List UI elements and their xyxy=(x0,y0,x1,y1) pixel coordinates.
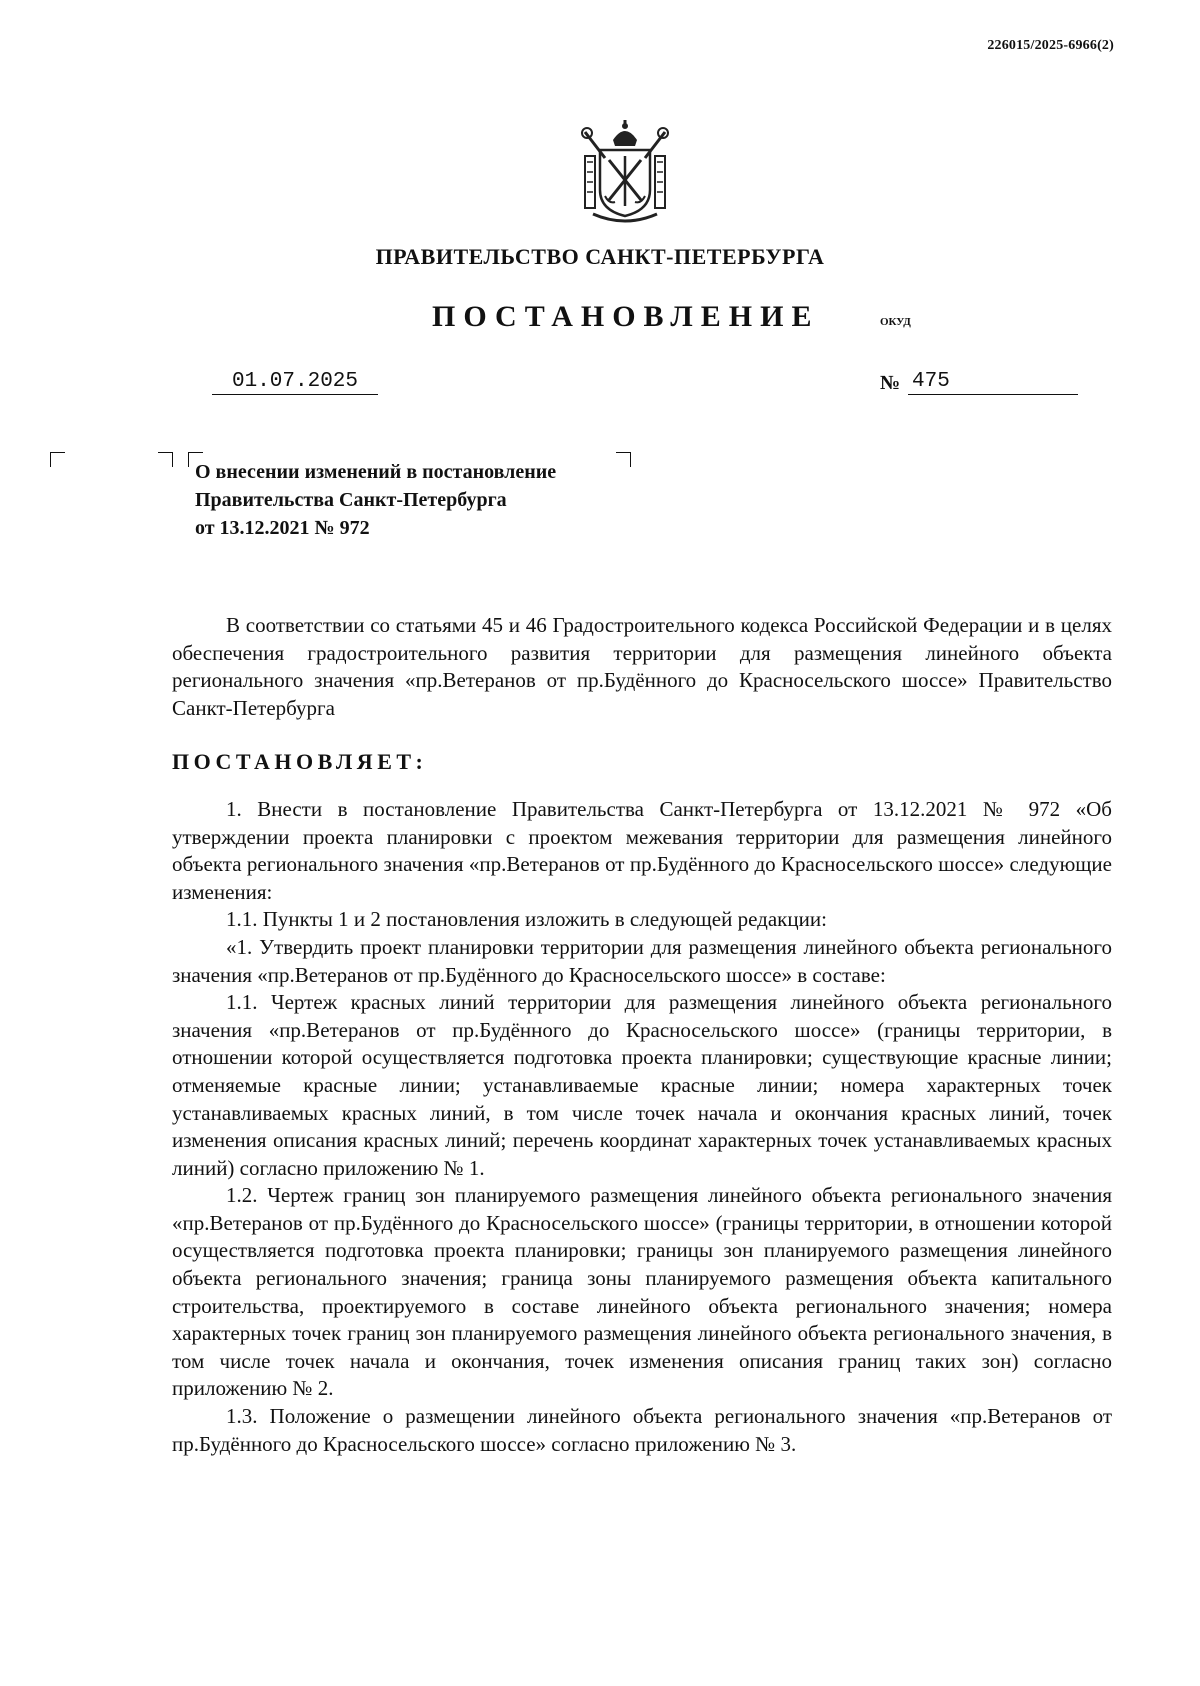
document-date: 01.07.2025 xyxy=(212,370,378,395)
body-paragraph: 1.1. Пункты 1 и 2 постановления изложить в следующей редакции: xyxy=(226,907,827,932)
margin-corner-mark xyxy=(158,452,173,467)
subject-line: О внесении изменений в постановление xyxy=(195,461,557,483)
registration-number: 226015/2025-6966(2) xyxy=(987,38,1114,53)
document-type: ПОСТАНОВЛЕНИЕ xyxy=(432,300,820,333)
subject-line: от 13.12.2021 № 972 xyxy=(195,517,370,539)
body-paragraph: 1.1. Чертеж красных линий территории для размещения линейного объекта регионального значения «пр.Ветеранов от пр.Будённого до Красносельского шоссе» (границы территории, в отношении которой осуществляется подготовка проекта планировки; существующие красные линии; отменяемые красные линии; устанавливаемые красные линии; номера характерных точек устанавливаемых красных линий, в том числе точек начала и окончания красных линий, точек изменения описания красных линий; перечень координат характерных точек устанавливаемых красных линий) согласно приложению № 1. xyxy=(172,990,1112,1180)
government-title: ПРАВИТЕЛЬСТВО САНКТ-ПЕТЕРБУРГА xyxy=(375,244,825,269)
subject-line: Правительства Санкт-Петербурга xyxy=(195,489,507,511)
number-sign: № xyxy=(880,372,901,394)
document-body xyxy=(172,612,1112,1458)
body-paragraph: 1. Внести в постановление Правительства Санкт-Петербурга от 13.12.2021 № 972 «Об утверждении проекта планировки с проектом межевания территории для размещения линейного объекта регионального значения «пр.Ветеранов от пр.Будённого до Красносельского шоссе» следующие изменения: xyxy=(172,796,1112,904)
okud-label: ОКУД xyxy=(880,316,911,328)
body-paragraph: «1. Утвердить проект планировки территории для размещения линейного объекта регионального значения «пр.Ветеранов от пр.Будённого до Красносельского шоссе» в составе: xyxy=(172,934,1112,987)
margin-corner-mark xyxy=(50,452,65,467)
body-paragraph: 1.2. Чертеж границ зон планируемого размещения линейного объекта регионального значения «пр.Ветеранов от пр.Будённого до Красносельского шоссе» (границы территории, в отношении которой осуществляется подготовка проекта планировки; границы зон планируемого размещения линейного объекта регионального значения; граница зоны планируемого размещения объекта капитального строительства, проектируемого в составе линейного объекта регионального значения; номера характерных точек границ зон планируемого размещения линейного объекта регионального значения, в том числе точек начала и окончания, точек изменения описания границ таких зон) согласно приложению № 2. xyxy=(172,1183,1112,1401)
decree-heading: ПОСТАНОВЛЯЕТ: xyxy=(172,749,428,775)
body-paragraph: 1.3. Положение о размещении линейного объекта регионального значения «пр.Ветеранов от пр.Будённого до Красносельского шоссе» согласно приложению № 3. xyxy=(172,1404,1112,1456)
document-subject xyxy=(195,458,655,542)
document-number: 475 xyxy=(908,370,1078,395)
preamble-paragraph: В соответствии со статьями 45 и 46 Градостроительного кодекса Российской Федерации и в целях обеспечения градостроительного развития территории для размещения линейного объекта регионального значения «пр.Ветеранов от пр.Будённого до Красносельского шоссе» Правительство Санкт-Петербурга xyxy=(172,613,1112,720)
coat-of-arms-icon xyxy=(575,118,675,228)
